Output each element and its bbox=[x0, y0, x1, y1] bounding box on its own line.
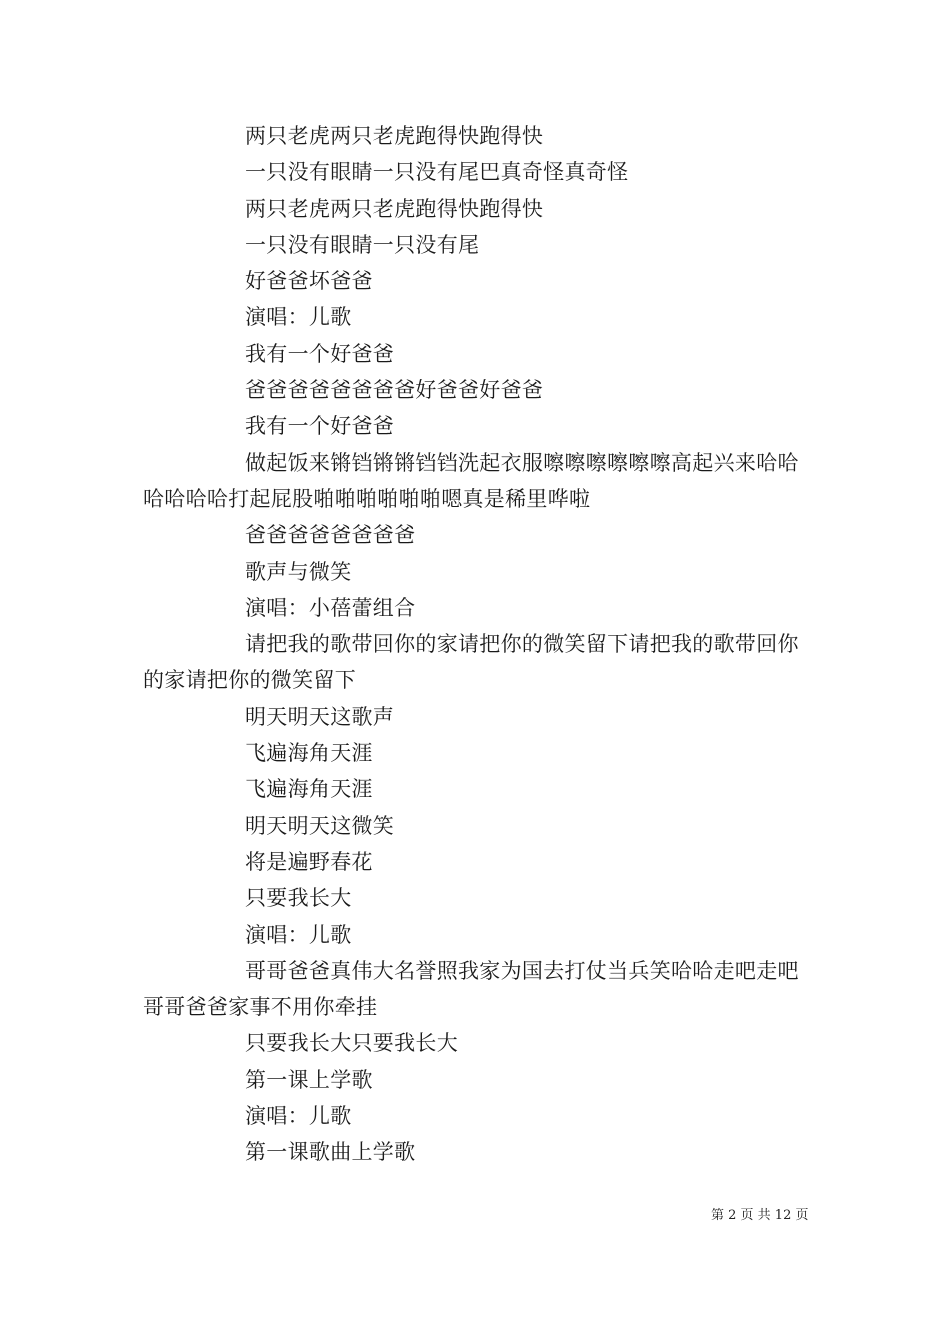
paragraph: 两只老虎两只老虎跑得快跑得快 bbox=[245, 196, 544, 221]
song-title: 第一课上学歌 bbox=[245, 1067, 373, 1092]
paragraph: 一只没有眼睛一只没有尾巴真奇怪真奇怪 bbox=[245, 160, 629, 185]
paragraph: 哥哥爸爸真伟大名誉照我家为国去打仗当兵笑哈哈走吧走吧哥哥爸爸家事不用你牵挂 bbox=[143, 958, 799, 1020]
song-title: 歌声与微笑 bbox=[245, 559, 352, 584]
paragraph: 我有一个好爸爸 bbox=[245, 341, 395, 366]
paragraph: 第一课歌曲上学歌 bbox=[245, 1140, 416, 1165]
paragraph: 飞遍海角天涯 bbox=[245, 777, 373, 802]
paragraph: 将是遍野春花 bbox=[245, 849, 373, 874]
singer-line: 演唱：小蓓蕾组合 bbox=[245, 595, 416, 620]
song-title: 好爸爸坏爸爸 bbox=[245, 269, 373, 294]
paragraph: 一只没有眼睛一只没有尾 bbox=[245, 232, 480, 257]
paragraph: 只要我长大只要我长大 bbox=[245, 1031, 458, 1056]
paragraph: 爸爸爸爸爸爸爸爸好爸爸好爸爸 bbox=[245, 378, 544, 403]
paragraph: 两只老虎两只老虎跑得快跑得快 bbox=[245, 124, 544, 148]
singer-line: 演唱：儿歌 bbox=[245, 1104, 352, 1129]
singer-line: 演唱：儿歌 bbox=[245, 922, 352, 947]
document-body bbox=[143, 118, 808, 1171]
paragraph: 爸爸爸爸爸爸爸爸 bbox=[245, 523, 416, 548]
paragraph: 我有一个好爸爸 bbox=[245, 414, 395, 439]
paragraph: 明天明天这微笑 bbox=[245, 813, 395, 838]
paragraph: 飞遍海角天涯 bbox=[245, 741, 373, 766]
page-number: 第 2 页 共 12 页 bbox=[711, 1208, 809, 1223]
paragraph: 明天明天这歌声 bbox=[245, 704, 395, 729]
singer-line: 演唱：儿歌 bbox=[245, 305, 352, 330]
paragraph: 做起饭来锵铛锵锵铛铛洗起衣服嚓嚓嚓嚓嚓嚓高起兴来哈哈哈哈哈哈打起屁股啪啪啪啪啪啪嗯真是稀里哗啦 bbox=[143, 450, 799, 511]
paragraph: 请把我的歌带回你的家请把你的微笑留下请把我的歌带回你的家请把你的微笑留下 bbox=[143, 632, 799, 693]
song-title: 只要我长大 bbox=[245, 886, 352, 911]
